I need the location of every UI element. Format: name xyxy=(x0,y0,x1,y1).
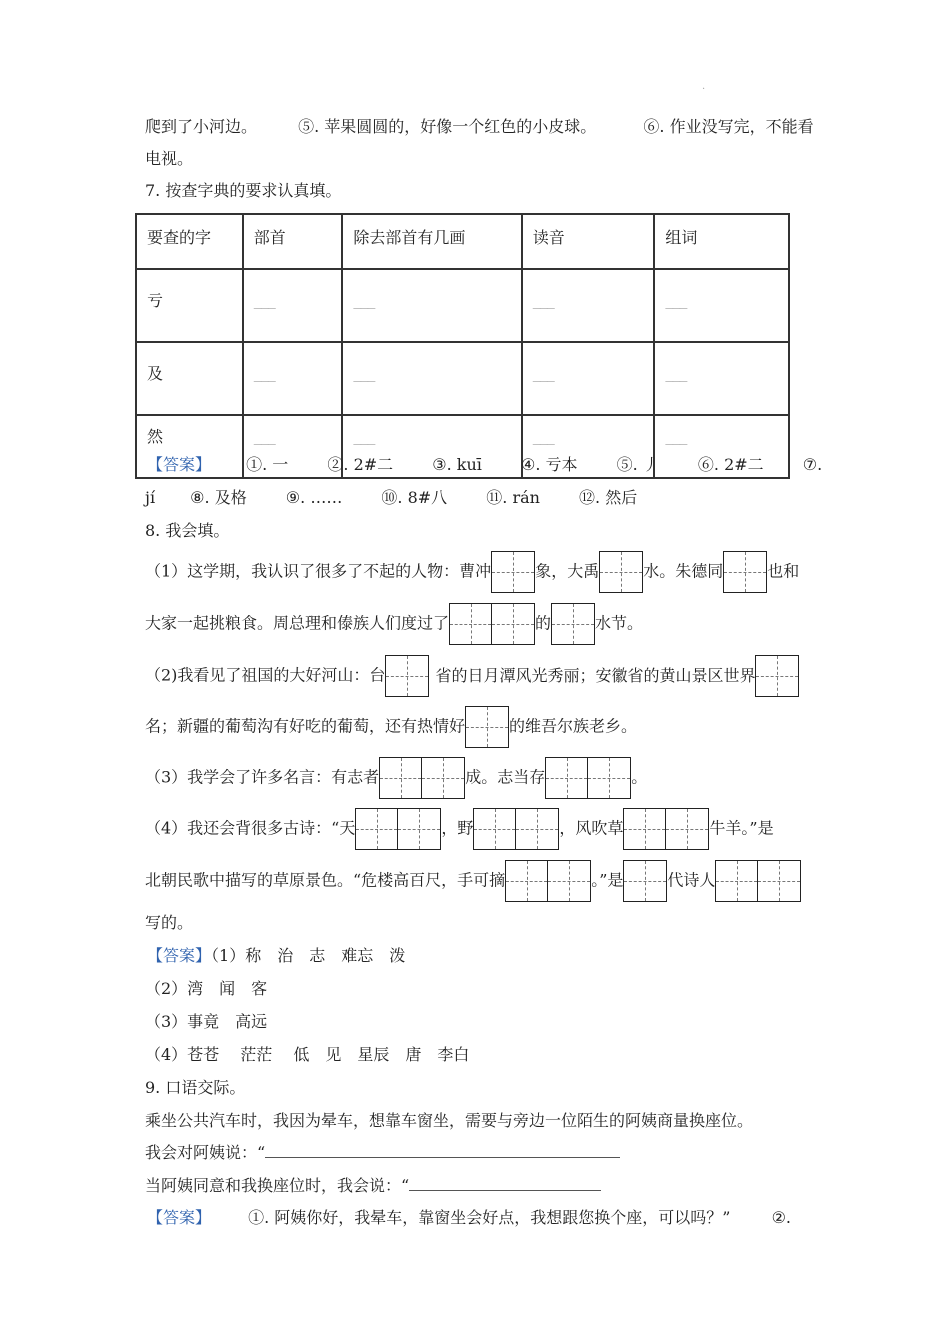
q8-p1-line-1 xyxy=(145,551,799,593)
writing-grid[interactable] xyxy=(449,603,535,645)
q8-text: 北朝民歌中描写的草原景色。“危楼高百尺，手可摘 xyxy=(145,870,506,890)
q9-context: 乘坐公共汽车时，我因为晕车，想靠车窗坐，需要与旁边一位陌生的阿姨商量换座位。 xyxy=(145,1111,754,1130)
q8-text: （2)我看见了祖国的大好河山：台 xyxy=(145,665,386,685)
blank-cell[interactable] xyxy=(243,269,343,342)
q7-answer-line-1 xyxy=(147,455,822,475)
answer-line[interactable] xyxy=(409,1176,601,1191)
grid-cell[interactable] xyxy=(492,552,534,592)
grid-cell[interactable] xyxy=(624,861,666,901)
dictionary-table xyxy=(135,213,790,479)
answer-item: ⑥. 2#二 xyxy=(697,455,764,474)
q9-line-2 xyxy=(145,1176,601,1196)
answer-item: ⑩. 8#八 xyxy=(381,488,448,507)
answer-blank[interactable]: ___ xyxy=(353,363,375,382)
grid-cell[interactable] xyxy=(506,861,548,901)
grid-cell[interactable] xyxy=(356,809,398,849)
intro-item-4: 爬到了小河边。 xyxy=(145,117,258,136)
answer-blank[interactable]: ___ xyxy=(353,426,375,445)
grid-cell[interactable] xyxy=(724,552,766,592)
q7-title: 7. 按查字典的要求认真填。 xyxy=(145,181,342,200)
blank-cell[interactable] xyxy=(654,269,789,342)
q8-text: 也和 xyxy=(767,561,800,581)
header-cell: 部首 xyxy=(243,214,343,269)
answer-label: 【答案】 xyxy=(147,1208,212,1227)
blank-cell[interactable] xyxy=(654,342,789,415)
q8-text: 大家一起挑粮食。周总理和傣族人们度过了 xyxy=(145,613,450,633)
grid-cell[interactable] xyxy=(422,758,464,798)
answer-item: ③. kuī xyxy=(432,455,482,474)
q8-p2-line-1 xyxy=(145,655,799,697)
q8-p2-line-2 xyxy=(145,706,637,748)
grid-cell[interactable] xyxy=(716,861,758,901)
grid-cell[interactable] xyxy=(474,809,516,849)
grid-cell[interactable] xyxy=(588,758,630,798)
q8-p3 xyxy=(145,757,647,799)
answer-blank[interactable]: ___ xyxy=(253,363,275,382)
grid-cell[interactable] xyxy=(546,758,588,798)
char-cell: 及 xyxy=(136,342,243,415)
answer-item: ①. 阿姨你好，我晕车，靠窗坐会好点，我想跟您换个座，可以吗？” xyxy=(248,1208,731,1227)
writing-grid[interactable] xyxy=(715,860,801,902)
q9-line-1 xyxy=(145,1143,620,1163)
q8-text: 水。朱德同 xyxy=(643,561,724,581)
intro-item-6: ⑥. 作业没写完，不能看 xyxy=(643,117,814,136)
q8-text: 名；新疆的葡萄沟有好吃的葡萄，还有热情好 xyxy=(145,716,466,736)
q8-text: （4）我还会背很多古诗：“天 xyxy=(145,818,356,838)
answer-blank[interactable]: ___ xyxy=(665,290,687,309)
grid-cell[interactable] xyxy=(398,809,440,849)
header-cell: 除去部首有几画 xyxy=(342,214,521,269)
table-header-row xyxy=(136,214,789,269)
answer-blank[interactable]: ___ xyxy=(353,290,375,309)
q8-text: 水节。 xyxy=(595,613,644,633)
q7-answer-line-2 xyxy=(145,488,637,508)
answer-item: ⑪. rán xyxy=(486,488,540,507)
writing-grid[interactable] xyxy=(623,860,667,902)
writing-grid[interactable] xyxy=(551,603,595,645)
grid-cell[interactable] xyxy=(756,656,798,696)
answer-label: 【答案】 xyxy=(147,455,212,474)
grid-cell[interactable] xyxy=(516,809,558,849)
grid-cell[interactable] xyxy=(386,656,428,696)
intro-item-5: ⑤. 苹果圆圆的，好像一个红色的小皮球。 xyxy=(298,117,597,136)
q8-answer-line-3: （3）事竟 高远 xyxy=(145,1012,268,1031)
grid-cell[interactable] xyxy=(466,707,508,747)
blank-cell[interactable] xyxy=(342,269,521,342)
answer-item: （1）称 治 志 难忘 泼 xyxy=(211,946,406,965)
writing-grid[interactable] xyxy=(379,757,465,799)
header-cell: 组词 xyxy=(654,214,789,269)
answer-item: ⑤. 丿 xyxy=(616,455,659,474)
writing-grid[interactable] xyxy=(599,551,643,593)
grid-cell[interactable] xyxy=(758,861,800,901)
writing-grid[interactable] xyxy=(473,808,559,850)
answer-blank[interactable]: ___ xyxy=(532,363,554,382)
answer-item: ①. 一 xyxy=(246,455,289,474)
answer-blank[interactable]: ___ xyxy=(532,290,554,309)
writing-grid[interactable] xyxy=(545,757,631,799)
table-row xyxy=(136,342,789,415)
answer-blank[interactable]: ___ xyxy=(253,290,275,309)
q8-text: 的维吾尔族老乡。 xyxy=(509,716,638,736)
grid-cell[interactable] xyxy=(624,809,666,849)
answer-item: ⑦. xyxy=(802,455,823,474)
answer-item: ④. 亏本 xyxy=(520,455,578,474)
grid-cell[interactable] xyxy=(666,809,708,849)
q8-text: 牛羊。”是 xyxy=(709,818,774,838)
grid-cell[interactable] xyxy=(600,552,642,592)
q8-p4-line-3: 写的。 xyxy=(145,913,194,932)
answer-item: ②. xyxy=(771,1208,791,1227)
q8-text: 。”是 xyxy=(591,870,624,890)
q9-prompt: 我会对阿姨说：“ xyxy=(145,1143,266,1162)
blank-cell[interactable] xyxy=(522,269,655,342)
blank-cell[interactable] xyxy=(522,342,655,415)
q8-text: 。 xyxy=(631,767,648,787)
q8-text: （1）这学期，我认识了很多了不起的人物：曹冲 xyxy=(145,561,492,581)
header-cell: 读音 xyxy=(522,214,655,269)
answer-line[interactable] xyxy=(265,1143,620,1158)
grid-cell[interactable] xyxy=(492,604,534,644)
q8-text: 代诗人 xyxy=(667,870,716,890)
answer-blank[interactable]: ___ xyxy=(532,426,554,445)
answer-blank[interactable]: ___ xyxy=(665,363,687,382)
q9-prompt: 当阿姨同意和我换座位时，我会说：“ xyxy=(145,1176,410,1195)
table-row xyxy=(136,269,789,342)
q8-text: 象，大禹 xyxy=(535,561,600,581)
grid-cell[interactable] xyxy=(552,604,594,644)
q8-title: 8. 我会填。 xyxy=(145,521,230,540)
answer-item: ⑨. …… xyxy=(285,488,343,507)
writing-grid[interactable] xyxy=(491,551,535,593)
blank-cell[interactable] xyxy=(243,342,343,415)
q8-answer-line-1 xyxy=(147,946,405,966)
answer-item: ②. 2#二 xyxy=(327,455,394,474)
grid-cell[interactable] xyxy=(450,604,492,644)
q8-text: ，野 xyxy=(441,818,474,838)
writing-grid[interactable] xyxy=(385,655,429,697)
intro-line-1 xyxy=(145,117,814,137)
q9-title: 9. 口语交际。 xyxy=(145,1078,246,1097)
blank-cell[interactable] xyxy=(342,342,521,415)
top-mark: · xyxy=(702,84,706,95)
q8-answer-line-4: （4）苍苍 茫茫 低 见 星辰 唐 李白 xyxy=(145,1045,470,1064)
q8-text: 成。志当存 xyxy=(465,767,546,787)
q9-answer xyxy=(147,1208,791,1228)
q8-p1-line-2 xyxy=(145,603,643,645)
answer-label: 【答案】 xyxy=(147,946,212,965)
q8-answer-line-2: （2）湾 闻 客 xyxy=(145,979,268,998)
header-cell: 要查的字 xyxy=(136,214,243,269)
writing-grid[interactable] xyxy=(755,655,799,697)
q8-text: ，风吹草 xyxy=(559,818,624,838)
q8-text: 省的日月潭风光秀丽；安徽省的黄山景区世界 xyxy=(435,665,756,685)
q8-text: 的 xyxy=(535,613,552,633)
answer-blank[interactable]: ___ xyxy=(253,426,275,445)
q8-p4-line-1 xyxy=(145,808,774,850)
q8-text: （3）我学会了许多名言：有志者 xyxy=(145,767,380,787)
char-cell: 亏 xyxy=(136,269,243,342)
intro-line-2: 电视。 xyxy=(145,149,194,168)
answer-item: ⑫. 然后 xyxy=(579,488,638,507)
writing-grid[interactable] xyxy=(723,551,767,593)
answer-blank[interactable]: ___ xyxy=(665,426,687,445)
grid-cell[interactable] xyxy=(548,861,590,901)
answer-item: ⑧. 及格 xyxy=(190,488,247,507)
writing-grid[interactable] xyxy=(505,860,591,902)
writing-grid[interactable] xyxy=(465,706,509,748)
char-cell: 然 xyxy=(136,415,243,478)
writing-grid[interactable] xyxy=(355,808,441,850)
grid-cell[interactable] xyxy=(380,758,422,798)
writing-grid[interactable] xyxy=(623,808,709,850)
answer-item: jí xyxy=(145,488,156,507)
q8-p4-line-2 xyxy=(145,860,801,902)
